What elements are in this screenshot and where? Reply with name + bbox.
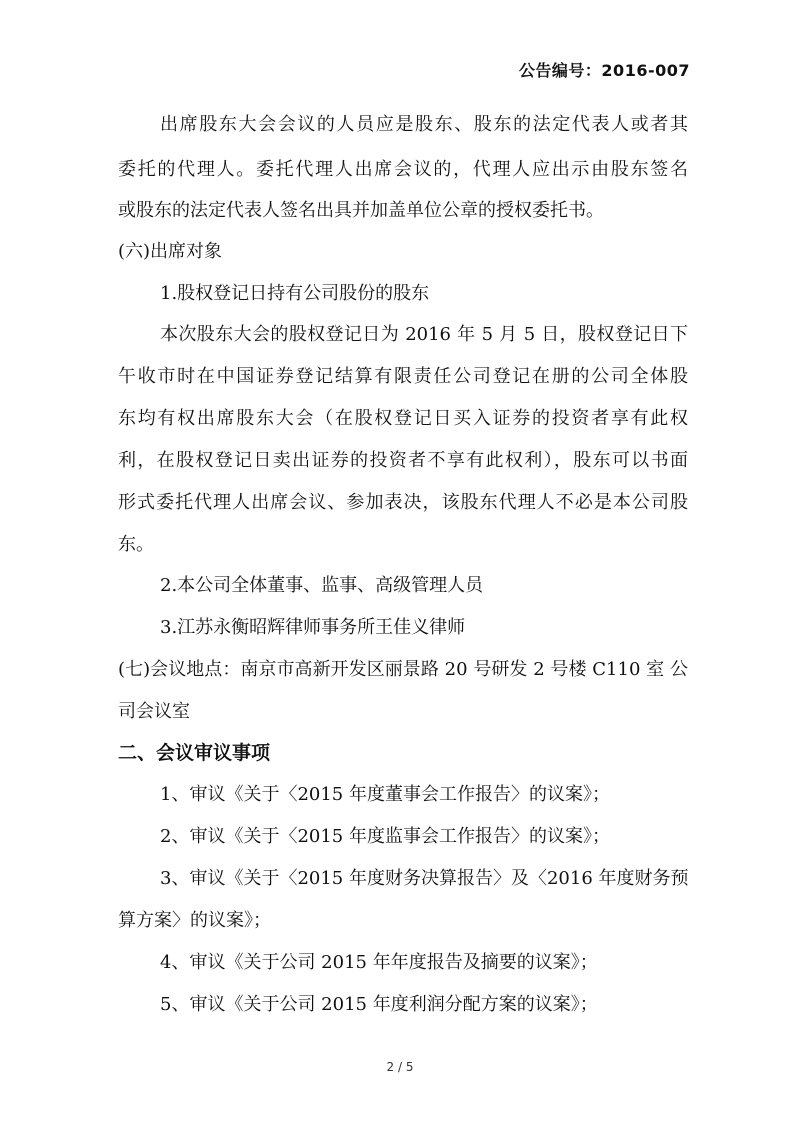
section-heading: 二、会议审议事项	[118, 742, 271, 764]
paragraph-line: 司会议室	[118, 701, 190, 722]
paragraph-line: 东均有权出席股东大会（在股权登记日买入证券的投资者享有此权	[118, 408, 688, 429]
attendee-item: 1.股权登记日持有公司股份的股东	[160, 283, 430, 304]
attendee-item: 3.江苏永衡昭辉律师事务所王佳义律师	[160, 617, 466, 638]
agenda-item: 3、审议《关于〈2015 年度财务决算报告〉及〈2016 年度财务预	[160, 868, 689, 889]
paragraph-line: 出席股东大会会议的人员应是股东、股东的法定代表人或者其	[160, 114, 688, 135]
attendees-heading: (六)出席对象	[118, 241, 223, 262]
paragraph-line: (七)会议地点：南京市高新开发区丽景路 20 号研发 2 号楼 C110 室 公	[118, 659, 688, 680]
paragraph-line: 东。	[118, 534, 154, 555]
paragraph-line: 午收市时在中国证券登记结算有限责任公司登记在册的公司全体股	[118, 366, 688, 387]
agenda-item: 2、审议《关于〈2015 年度监事会工作报告〉的议案》；	[160, 826, 610, 847]
paragraph-line: 本次股东大会的股权登记日为 2016 年 5 月 5 日，股权登记日下	[160, 324, 688, 345]
attendee-item: 2.本公司全体董事、监事、高级管理人员	[160, 575, 484, 596]
paragraph-line: 利，在股权登记日卖出证券的投资者不享有此权利），股东可以书面	[118, 450, 688, 471]
agenda-item-continuation: 算方案〉的议案》；	[118, 910, 271, 931]
page-number: 2 / 5	[386, 1060, 414, 1074]
agenda-item: 5、审议《关于公司 2015 年度利润分配方案的议案》；	[160, 994, 598, 1015]
paragraph-line: 或股东的法定代表人签名出具并加盖单位公章的授权委托书。	[118, 200, 604, 221]
notice-number: 公告编号：2016-007	[518, 61, 690, 80]
agenda-item: 4、审议《关于公司 2015 年年度报告及摘要的议案》；	[160, 952, 598, 973]
paragraph-line: 委托的代理人。委托代理人出席会议的，代理人应出示由股东签名	[118, 159, 688, 180]
paragraph-line: 形式委托代理人出席会议、参加表决，该股东代理人不必是本公司股	[118, 492, 688, 513]
agenda-item: 1、审议《关于〈2015 年度董事会工作报告〉的议案》；	[160, 784, 610, 805]
